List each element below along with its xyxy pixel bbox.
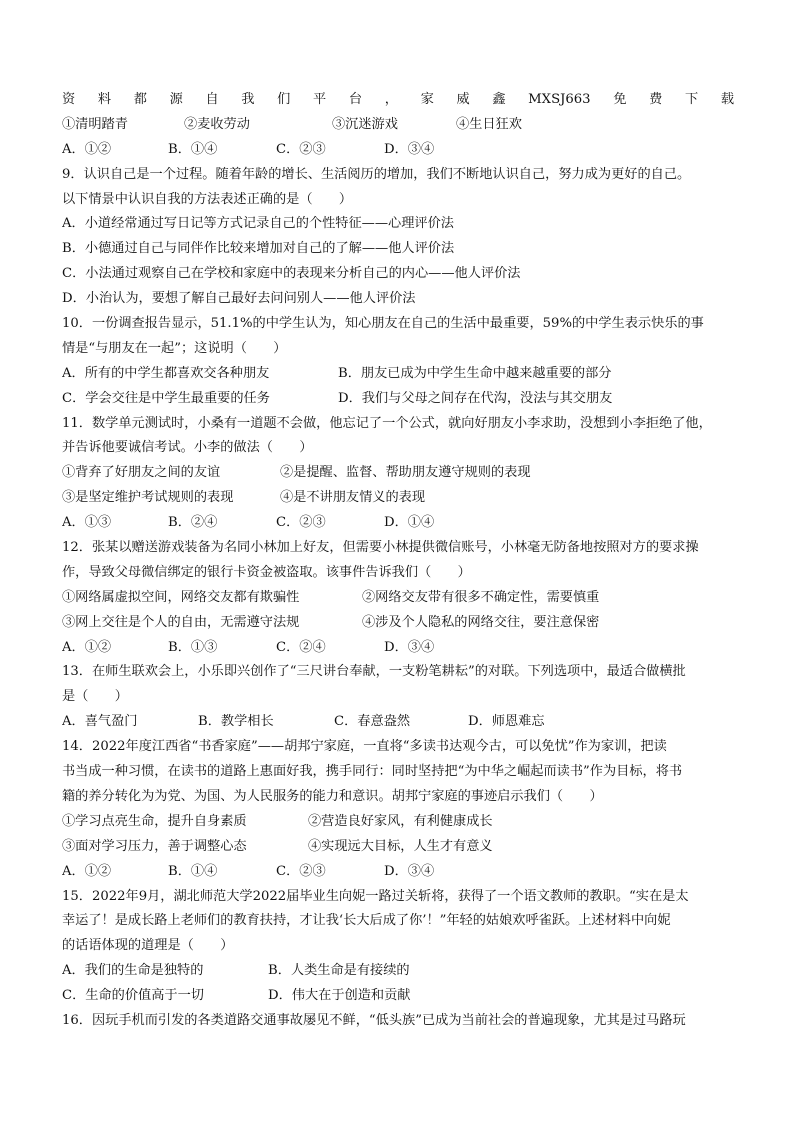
statement-row	[62, 586, 734, 611]
answer-option[interactable]: A．①②	[62, 639, 112, 655]
q10-options-row	[62, 387, 734, 412]
statement-row	[62, 835, 734, 860]
question-stem: 幸运了！是成长路上老师们的教育扶持，才让我‘长大后成了你’！”年轻的姑娘欢呼雀跃。上述材料中向妮	[62, 913, 671, 929]
q8-options	[62, 138, 734, 163]
answer-option[interactable]: B．①③	[168, 639, 218, 655]
header-token: 我	[241, 92, 255, 107]
exam-page	[62, 88, 734, 1034]
answer-option[interactable]: A．①②	[62, 863, 112, 879]
answer-option[interactable]: B．人类生命是有接续的	[268, 963, 410, 979]
question-stem: 10．一份调查报告显示，51.1%的中学生认为，知心朋友在自己的生活中最重要，59%的中学生表示快乐的事	[62, 316, 704, 332]
statement: ④生日狂欢	[456, 116, 522, 132]
header-token: MXSJ663	[528, 92, 591, 107]
answer-option[interactable]: A．喜气盈门	[62, 714, 138, 730]
answer-option[interactable]: D．③④	[384, 141, 435, 157]
answer-option[interactable]: B．②④	[168, 515, 218, 531]
header-token: ，	[384, 92, 398, 107]
answer-option[interactable]: A．我们的生命是独特的	[62, 963, 204, 979]
answer-option[interactable]: C．②③	[276, 515, 326, 531]
q15-options-row	[62, 984, 734, 1009]
statement: ①清明踏青	[62, 116, 128, 132]
header-token: 台	[348, 92, 363, 107]
statement-row	[62, 810, 734, 835]
q11-options	[62, 511, 734, 536]
answer-option[interactable]: C．②③	[276, 863, 326, 879]
header-token: 载	[720, 92, 734, 107]
answer-option[interactable]: B．朋友已成为中学生生命中越来越重要的部分	[338, 365, 612, 381]
header-token: 费	[649, 92, 663, 107]
statement: ②网络交友带有很多不确定性，需要慎重	[362, 589, 600, 605]
header-token: 免	[613, 92, 627, 107]
header-token: 威	[456, 92, 470, 107]
statement: ③网上交往是个人的自由，无需遵守法规	[62, 614, 300, 630]
question-stem: 13．在师生联欢会上，小乐即兴创作了“三尺讲台奉献，一支粉笔耕耘”的对联。下列选项中，最适合做横批	[62, 664, 686, 680]
q15-options-row	[62, 959, 734, 984]
answer-option[interactable]: D．我们与父母之间存在代沟，没法与其交朋友	[338, 390, 613, 406]
statement: ①网络属虚拟空间，网络交友都有欺骗性	[62, 589, 300, 605]
statement-row	[62, 486, 734, 511]
question-stem: 情是“与朋友在一起”；这说明（ ）	[62, 340, 287, 356]
q13-options	[62, 710, 734, 735]
answer-option[interactable]: B．①④	[168, 141, 218, 157]
question-stem: 作，导致父母微信绑定的银行卡资金被盗取。该事件告诉我们（ ）	[62, 564, 471, 580]
statement: ③沉迷游戏	[332, 116, 398, 132]
answer-option[interactable]: D．伟大在于创造和贡献	[268, 988, 411, 1004]
statement: ②营造良好家风，有利健康成长	[308, 813, 493, 829]
answer-option[interactable]: C．②③	[276, 141, 326, 157]
statement: ①学习点亮生命，提升自身素质	[62, 813, 247, 829]
answer-option[interactable]: D．师恩难忘	[468, 714, 545, 730]
question-stem: 12．张某以赠送游戏装备为名同小林加上好友，但需要小林提供微信账号，小林毫无防备地按照对方的要求操	[62, 540, 699, 556]
header-token: 下	[684, 92, 699, 107]
header-token: 源	[169, 92, 183, 107]
source-header	[62, 88, 734, 113]
header-token: 料	[97, 92, 112, 107]
question-stem: 并告诉他要诚信考试。小李的做法（ ）	[62, 440, 313, 456]
question-stem: 是（ ）	[62, 689, 128, 705]
answer-option[interactable]: C．小法通过观察自己在学校和家庭中的表现来分析自己的内心——他人评价法	[62, 266, 521, 282]
answer-option[interactable]: C．生命的价值高于一切	[62, 988, 204, 1004]
answer-option[interactable]: C．学会交往是中学生最重要的任务	[62, 390, 270, 406]
statement: ②麦收劳动	[184, 116, 250, 132]
statement: ④实现远大目标，人生才有意义	[308, 838, 493, 854]
question-stem: 9．认识自己是一个过程。随着年龄的增长、生活阅历的增加，我们不断地认识自己，努力成为更好的自己。	[62, 166, 691, 182]
header-token: 们	[277, 92, 291, 107]
header-token: 家	[420, 92, 434, 107]
answer-option[interactable]: A．①③	[62, 515, 112, 531]
answer-option[interactable]: A．①②	[62, 141, 112, 157]
answer-option[interactable]: B．小德通过自己与同伴作比较来增加对自己的了解——他人评价法	[62, 241, 455, 257]
statement: ②是提醒、监督、帮助朋友遵守规则的表现	[280, 465, 531, 481]
question-stem: 11．数学单元测试时，小桑有一道题不会做，他忘记了一个公式，就向好朋友小李求助，没想到小李拒绝了他，	[62, 415, 712, 431]
statement: ①背弃了好朋友之间的友谊	[62, 465, 221, 481]
q12-options	[62, 636, 734, 661]
header-token: 都	[133, 92, 147, 107]
answer-option[interactable]: A．所有的中学生都喜欢交各种朋友	[62, 365, 270, 381]
question-stem: 16．因玩手机而引发的各类道路交通事故屡见不鲜，“低头族”已成为当前社会的普遍现象，尤其是过马路玩	[62, 1012, 686, 1028]
statement: ④涉及个人隐私的网络交往，要注意保密	[362, 614, 600, 630]
answer-option[interactable]: C．②④	[276, 639, 326, 655]
question-stem: 14．2022年度江西省“书香家庭”——胡邦宁家庭，一直将“多读书达观今古，可以免忧”作为家训，把读	[62, 739, 667, 755]
answer-option[interactable]: B．教学相长	[198, 714, 274, 730]
header-token: 自	[205, 92, 219, 107]
statement-row	[62, 611, 734, 636]
answer-option[interactable]: A．小道经常通过写日记等方式记录自己的个性特征——心理评价法	[62, 216, 454, 232]
statement: ③是坚定维护考试规则的表现	[62, 490, 234, 506]
q8-items	[62, 113, 734, 138]
question-stem: 书当成一种习惯，在读书的道路上惠面好我，携手同行：同时坚持把“为中华之崛起而读书”作为目标，将书	[62, 764, 683, 780]
answer-option[interactable]: D．③④	[384, 639, 435, 655]
q14-options	[62, 860, 734, 885]
question-stem: 15．2022年9月，湖北师范大学2022届毕业生向妮一路过关斩将，获得了一个语文教师的教职。“实在是太	[62, 888, 689, 904]
header-token: 鑫	[492, 92, 506, 107]
answer-option[interactable]: C．春意盎然	[334, 714, 411, 730]
question-stem: 籍的养分转化为为党、为国、为人民服务的能力和意识。胡邦宁家庭的事迹启示我们（ ）	[62, 788, 603, 804]
header-token: 平	[313, 92, 327, 107]
statement: ③面对学习压力，善于调整心态	[62, 838, 247, 854]
q10-options-row	[62, 362, 734, 387]
answer-option[interactable]: D．小治认为，要想了解自己最好去问问别人——他人评价法	[62, 291, 416, 307]
header-token: 资	[62, 92, 76, 107]
question-stem: 的话语体现的道理是（ ）	[62, 938, 234, 954]
answer-option[interactable]: D．③④	[384, 863, 435, 879]
statement: ④是不讲朋友情义的表现	[280, 490, 426, 506]
answer-option[interactable]: B．①④	[168, 863, 218, 879]
question-stem: 以下情景中认识自我的方法表述正确的是（ ）	[62, 191, 353, 207]
statement-row	[62, 461, 734, 486]
answer-option[interactable]: D．①④	[384, 515, 435, 531]
